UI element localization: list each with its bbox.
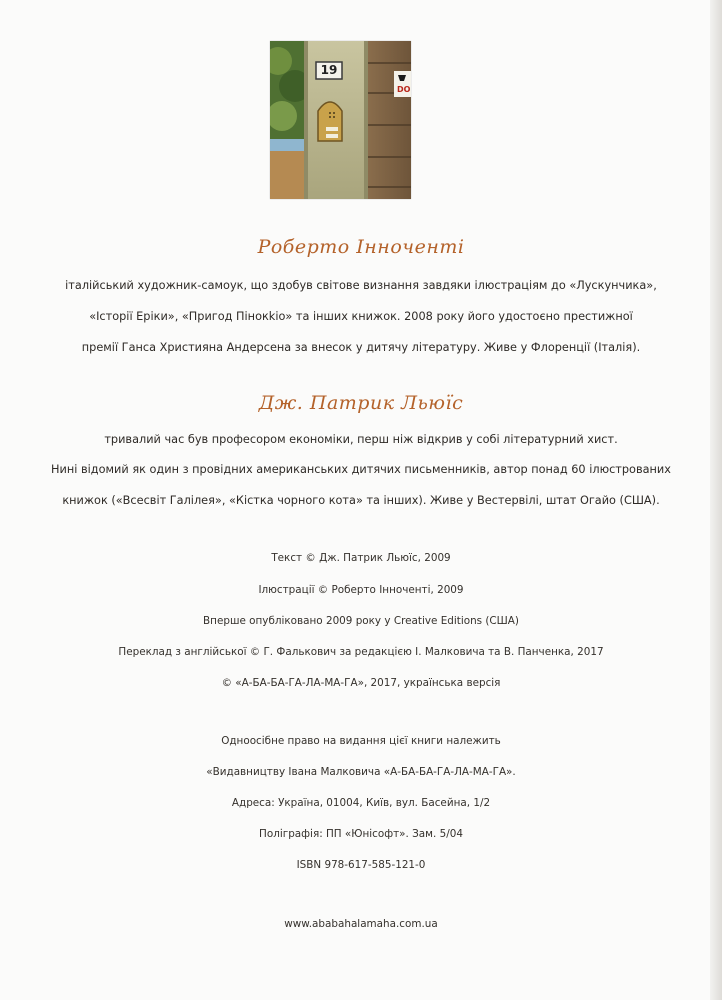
author-1-bio-line-1: італійський художник-самоук, що здобув світове визнання завдяки ілюстраціям до «Лускунчика», xyxy=(65,279,657,292)
first-published: Вперше опубліковано 2009 року у Creative Editions (США) xyxy=(203,615,519,627)
printing-info: Поліграфія: ПП «Юнісофт». Зам. 5/04 xyxy=(259,828,463,840)
author-2-bio-line-1: тривалий час був професором економіки, перш ніж відкрив у собі літературний хист. xyxy=(104,433,618,446)
door-sign-text: DO xyxy=(397,85,411,94)
author-1-bio-line-2: «Історії Еріки», «Пригод Пінокkіо» та інших книжок. 2008 року його удостоєно престижної xyxy=(89,310,633,323)
author-1-name: Роберто Інноченті xyxy=(257,236,465,258)
isbn: ISBN 978-617-585-121-0 xyxy=(296,859,426,871)
publisher-address: Адреса: Україна, 01004, Київ, вул. Басейна, 1/2 xyxy=(231,797,491,809)
author-2-bio-line-2: Нині відомий як один з провідних американських дитячих письменників, автор понад 60 ілюстрованих xyxy=(51,463,671,476)
translation-credit: Переклад з англійської © Г. Фалькович за редакцією І. Малковича та В. Панченка, 2017 xyxy=(118,646,604,658)
rights-line-2: «Видавництву Івана Малковича «А-БА-БА-ГА-ЛА-МА-ГА». xyxy=(206,766,516,778)
author-2-name: Дж. Патрик Льюїс xyxy=(258,392,464,414)
rights-line-1: Одноосібне право на видання цієї книги належить xyxy=(221,735,501,747)
publisher-copyright: © «А-БА-БА-ГА-ЛА-МА-ГА», 2017, українська версія xyxy=(221,677,501,689)
text-copyright: Текст © Дж. Патрик Льюїс, 2009 xyxy=(271,552,451,564)
author-1-bio-line-3: премії Ганса Християна Андерсена за внесок у дитячу літературу. Живе у Флоренції (Італія). xyxy=(81,341,641,354)
publisher-website: www.ababahalamaha.com.ua xyxy=(284,918,438,930)
illustrations-copyright: Ілюстрації © Роберто Інноченті, 2009 xyxy=(258,584,464,596)
cover-illustration xyxy=(270,41,411,199)
author-2-bio-line-3: книжок («Всесвіт Галілея», «Кістка чорного кота» та інших). Живе у Вестервілі, штат Огайо (США). xyxy=(62,494,660,507)
house-number: 19 xyxy=(320,63,338,77)
